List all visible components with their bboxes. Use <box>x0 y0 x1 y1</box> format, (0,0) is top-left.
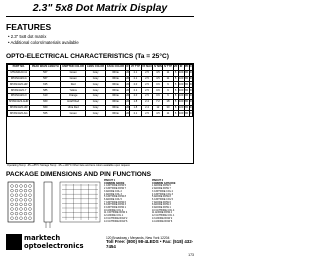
pin-item: 11 CATHODE ROW 4 <box>104 211 128 215</box>
table-cell: 2.5 <box>141 76 153 82</box>
pin-item: 13 CATHODE ROW 2 <box>104 216 128 220</box>
pin-item: 6 ANODE COL 5 <box>104 197 122 201</box>
spec-table-box <box>6 63 194 164</box>
led-dot <box>15 203 18 206</box>
table-cell: 5 <box>174 111 177 115</box>
table-cell: White <box>106 70 126 76</box>
table-cell: 100 <box>178 94 184 98</box>
pin-item: 12 ANODE COL 1 <box>104 214 124 218</box>
table-cell: 20 <box>126 105 130 109</box>
table-cell: White <box>106 105 126 111</box>
table-cell: Gray <box>86 88 106 94</box>
table-cell: Gray <box>86 82 106 88</box>
led-dot <box>15 194 18 197</box>
led-dot <box>15 185 18 188</box>
table-cell: 4.5 <box>153 70 163 76</box>
led-dot <box>24 208 27 211</box>
led-dot <box>29 203 32 206</box>
led-dot <box>29 194 32 197</box>
pin-item: 7 CATHODE ROW 6 <box>104 200 127 204</box>
led-dot <box>11 203 14 206</box>
table-cell: 610 <box>30 93 61 99</box>
led-dot <box>24 198 27 201</box>
table-cell: 5 <box>174 71 177 75</box>
table-cell: Red <box>61 82 86 88</box>
led-dot <box>29 189 32 192</box>
table-cell: 5 <box>174 100 177 104</box>
table-cell: Ultra Red <box>61 105 86 111</box>
table-cell: 100 <box>178 105 184 109</box>
led-dot <box>20 212 23 215</box>
table-cell: 100 <box>178 100 184 104</box>
table-cell: Gray <box>86 111 106 117</box>
table-cell: Green <box>61 70 86 76</box>
col-header: θ <box>190 65 192 69</box>
table-cell: 80 <box>185 71 189 75</box>
table-cell: Gray <box>86 76 106 82</box>
table-cell: 2.0 <box>130 93 141 99</box>
col-header: FACE COLOR <box>107 65 125 69</box>
table-cell: 2.5 <box>141 82 153 88</box>
table-cell: 20 <box>126 71 130 75</box>
pin-item: 3 CATHODE COL 2 <box>152 189 173 193</box>
table-cell: 12 <box>153 105 163 111</box>
pin-item: 14 ANODE ROW 6 <box>152 219 173 223</box>
pin-item: 1 ANODE ROW 5 <box>152 184 171 188</box>
table-cell: Gray <box>86 99 106 105</box>
led-dot <box>20 185 23 188</box>
col-header: PART NO. <box>8 65 30 71</box>
pin-item: 14 CATHODE ROW 6 <box>104 219 128 223</box>
col-header: IF <box>126 65 129 69</box>
package-heading: PACKAGE DIMENSIONS AND PIN FUNCTIONS <box>6 171 152 178</box>
table-cell: White <box>106 99 126 105</box>
led-dot <box>11 194 14 197</box>
package-drawing <box>6 180 102 230</box>
led-dot <box>11 208 14 211</box>
dot-grid <box>11 185 32 220</box>
table-cell: 20 <box>126 100 130 104</box>
table-cell: 20 <box>126 76 130 80</box>
led-dot <box>15 217 18 220</box>
table-cell: 80 <box>185 76 189 80</box>
led-dot <box>11 212 14 215</box>
led-dot <box>20 203 23 206</box>
pinout-left-title: PINOUT 1 <box>104 179 116 182</box>
table-cell: 80 <box>185 111 189 115</box>
col-header: PEAK WAVE LENGTH <box>31 65 59 69</box>
pin-item: 4 CATHODE COL 3 <box>152 192 173 196</box>
pin-item: 6 CATHODE COL 5 <box>152 197 173 201</box>
led-dot <box>20 194 23 197</box>
table-cell: 660 <box>30 99 61 105</box>
col-header: VR <box>173 65 178 69</box>
table-cell: 565 <box>30 111 61 117</box>
led-dot <box>15 198 18 201</box>
pinout-left <box>104 180 148 223</box>
table-cell: MTAN4123-Y <box>8 88 30 94</box>
table-cell: 1.8 <box>130 105 141 111</box>
phone: Toll Free: (800) 98-4LEDS • Fax: (518) 432-7454 <box>106 239 194 249</box>
table-cell: 80 <box>185 105 189 109</box>
table-cell: 3.6 <box>153 88 163 94</box>
side-view-outline <box>44 182 52 222</box>
table-cell: MTAN4123-O <box>8 93 30 99</box>
col-header: VF TYP <box>130 65 140 69</box>
led-dot <box>20 217 23 220</box>
col-header: PD <box>184 65 189 69</box>
table-cell: 1.8 <box>130 99 141 105</box>
pin-item: 11 ANODE ROW 4 <box>152 211 173 215</box>
spec-header-row <box>8 65 193 71</box>
title-divider <box>6 16 194 17</box>
features-list <box>8 34 79 46</box>
feature-item: • 2.3" 5x8 dot matrix <box>8 34 79 40</box>
table-cell: 2.1 <box>130 88 141 94</box>
led-dot <box>11 198 14 201</box>
table-cell: MTAN4123-UR <box>8 105 30 111</box>
table-cell: 80 <box>185 94 189 98</box>
table-cell: D <box>189 100 192 104</box>
company-logo <box>6 232 84 254</box>
page-number: 173 <box>188 253 194 257</box>
table-cell: Yellow <box>61 88 86 94</box>
table-cell: 2.5 <box>141 111 153 117</box>
col-header: IR <box>179 65 183 69</box>
table-cell: 9 <box>163 82 173 88</box>
led-dot <box>20 189 23 192</box>
spec-note: Operating Temp: -35~+85°C Storage Temp: -35~+100°C Other face and lens colors available upon request. <box>7 164 131 167</box>
pin-item: 1 CATHODE ROW 5 <box>104 184 127 188</box>
col-header: LENS COLOR <box>87 65 105 69</box>
table-cell: 2.0 <box>130 82 141 88</box>
led-dot <box>15 208 18 211</box>
pin-item: 10 CATHODE COL 4 <box>152 208 175 212</box>
table-cell: D <box>189 111 192 115</box>
spec-table <box>7 64 193 117</box>
table-cell: D <box>189 94 192 98</box>
col-header: IV TYP <box>163 65 173 69</box>
table-cell: 80 <box>185 100 189 104</box>
table-cell: MTAN4123-AHR <box>9 100 29 104</box>
led-dot <box>15 189 18 192</box>
led-dot <box>29 198 32 201</box>
table-cell: 20 <box>126 111 130 115</box>
table-cell: Hi-Eff Red <box>61 99 86 105</box>
feature-item: • Additional colors/materials available <box>8 40 79 46</box>
table-cell: Gray <box>86 70 106 76</box>
table-cell: White <box>106 82 126 88</box>
table-cell: 20 <box>126 94 130 98</box>
led-dot <box>29 185 32 188</box>
table-cell: 11 <box>163 76 173 82</box>
table-cell: MTAN4123-G <box>8 76 30 82</box>
pin-item: 9 ANODE ROW 1 <box>152 206 171 210</box>
table-cell: 2.5 <box>141 88 153 94</box>
table-cell: Gray <box>86 105 106 111</box>
table-cell: MTAN4123-HR <box>8 82 30 88</box>
table-cell: MTAN4123-AG <box>8 111 30 117</box>
pin-item: 5 CATHODE ROW 8 <box>104 195 127 199</box>
pin-item: 4 ANODE COL 3 <box>104 192 122 196</box>
pin-functions <box>104 180 198 230</box>
table-cell: 5 <box>174 76 177 80</box>
address: 120 Broadway • Menands, New York 12204 <box>106 236 170 240</box>
pinout-right-sub: COMMON CATHODE <box>152 181 176 185</box>
opto-heading: OPTO-ELECTRICAL CHARACTERISTICS (Ta = 25°C) <box>6 53 169 60</box>
pin-item: 12 CATHODE COL 1 <box>152 214 175 218</box>
table-cell: 20 <box>126 82 130 86</box>
table-cell: D <box>189 105 192 109</box>
table-cell: 567 <box>30 70 61 76</box>
col-header: IV MIN <box>153 65 162 69</box>
table-cell: 2.1 <box>130 70 141 76</box>
pin-item: 2 ANODE ROW 7 <box>152 187 171 191</box>
table-cell: White <box>106 111 126 117</box>
table-cell: White <box>106 76 126 82</box>
pin-item: 13 ANODE ROW 2 <box>152 216 173 220</box>
table-cell: White <box>106 88 126 94</box>
table-cell: 567 <box>30 76 61 82</box>
table-cell: 5 <box>174 105 177 109</box>
led-dot <box>11 189 14 192</box>
table-cell: 5 <box>174 82 177 86</box>
led-dot <box>15 212 18 215</box>
pin-item: 8 CATHODE ROW 3 <box>104 203 127 207</box>
led-dot <box>24 217 27 220</box>
table-cell: 2.5 <box>141 93 153 99</box>
led-dot <box>24 185 27 188</box>
pin-item: 8 ANODE ROW 3 <box>152 203 171 207</box>
table-cell: 9 <box>163 93 173 99</box>
table-cell: 3.6 <box>153 82 163 88</box>
table-cell: 20 <box>126 88 130 92</box>
circuit-schematic <box>62 184 98 220</box>
company-name: marktech optoelectronics <box>24 234 84 250</box>
table-cell: 2.4 <box>141 99 153 105</box>
logo-mark-icon <box>6 234 22 250</box>
table-cell: 635 <box>30 82 61 88</box>
col-header: VF MAX <box>142 65 152 69</box>
table-cell: 585 <box>30 88 61 94</box>
table-cell: 18 <box>163 99 173 105</box>
table-cell: D <box>189 82 192 86</box>
pin-item: 10 ANODE COL 4 <box>104 208 124 212</box>
table-cell: 100 <box>178 82 184 86</box>
led-dot <box>11 217 14 220</box>
led-dot <box>24 194 27 197</box>
led-dot <box>29 212 32 215</box>
table-cell: 2.1 <box>130 111 141 117</box>
display-outline <box>8 182 34 222</box>
table-cell: MTAN4123-11 <box>8 70 30 76</box>
led-dot <box>20 208 23 211</box>
table-cell: 5 <box>174 94 177 98</box>
table-cell: Orange <box>61 93 86 99</box>
led-dot <box>29 217 32 220</box>
table-cell: 3.6 <box>153 93 163 99</box>
pinout-right-title: PINOUT 2 <box>152 179 164 182</box>
table-cell: White <box>106 93 126 99</box>
table-cell: 660 <box>30 105 61 111</box>
table-cell: Gray <box>86 93 106 99</box>
led-dot <box>24 212 27 215</box>
table-cell: 4.5 <box>153 76 163 82</box>
pin-item: 2 CATHODE ROW 7 <box>104 187 127 191</box>
col-header: EMITTED COLOR <box>62 65 84 69</box>
led-dot <box>24 189 27 192</box>
contact-info <box>106 236 196 249</box>
led-dot <box>29 208 32 211</box>
features-heading: FEATURES <box>6 22 52 32</box>
table-cell: 4.5 <box>153 111 163 117</box>
pin-item: 5 ANODE ROW 8 <box>152 195 171 199</box>
table-cell: D <box>189 76 192 80</box>
led-dot <box>20 198 23 201</box>
pin-item: 9 CATHODE ROW 1 <box>104 206 127 210</box>
table-cell: 5 <box>174 88 177 92</box>
table-cell: 2.4 <box>141 105 153 111</box>
table-cell: D <box>189 71 192 75</box>
table-cell: 9 <box>163 88 173 94</box>
table-cell: 100 <box>178 111 184 115</box>
table-cell: Green <box>61 111 86 117</box>
pinout-right <box>152 180 196 223</box>
table-cell: 2.1 <box>130 76 141 82</box>
table-cell: 2.5 <box>141 70 153 76</box>
pinout-left-sub: COMMON ANODE <box>104 181 125 185</box>
table-cell: 80 <box>185 88 189 92</box>
table-cell: 100 <box>178 88 184 92</box>
table-cell: D <box>189 88 192 92</box>
table-cell: 11 <box>163 111 173 117</box>
led-dot <box>24 203 27 206</box>
table-cell: 30 <box>163 105 173 111</box>
pin-item: 7 ANODE ROW 6 <box>152 200 171 204</box>
table-cell: 100 <box>178 76 184 80</box>
led-dot <box>11 185 14 188</box>
table-cell: Green <box>61 76 86 82</box>
table-cell: 100 <box>178 71 184 75</box>
table-row <box>8 111 193 117</box>
table-cell: 7.2 <box>153 99 163 105</box>
pin-item: 3 ANODE COL 2 <box>104 189 122 193</box>
table-cell: 11 <box>163 70 173 76</box>
table-cell: 80 <box>185 82 189 86</box>
page-title: 2.3" 5x8 Dot Matrix Display <box>32 2 168 14</box>
